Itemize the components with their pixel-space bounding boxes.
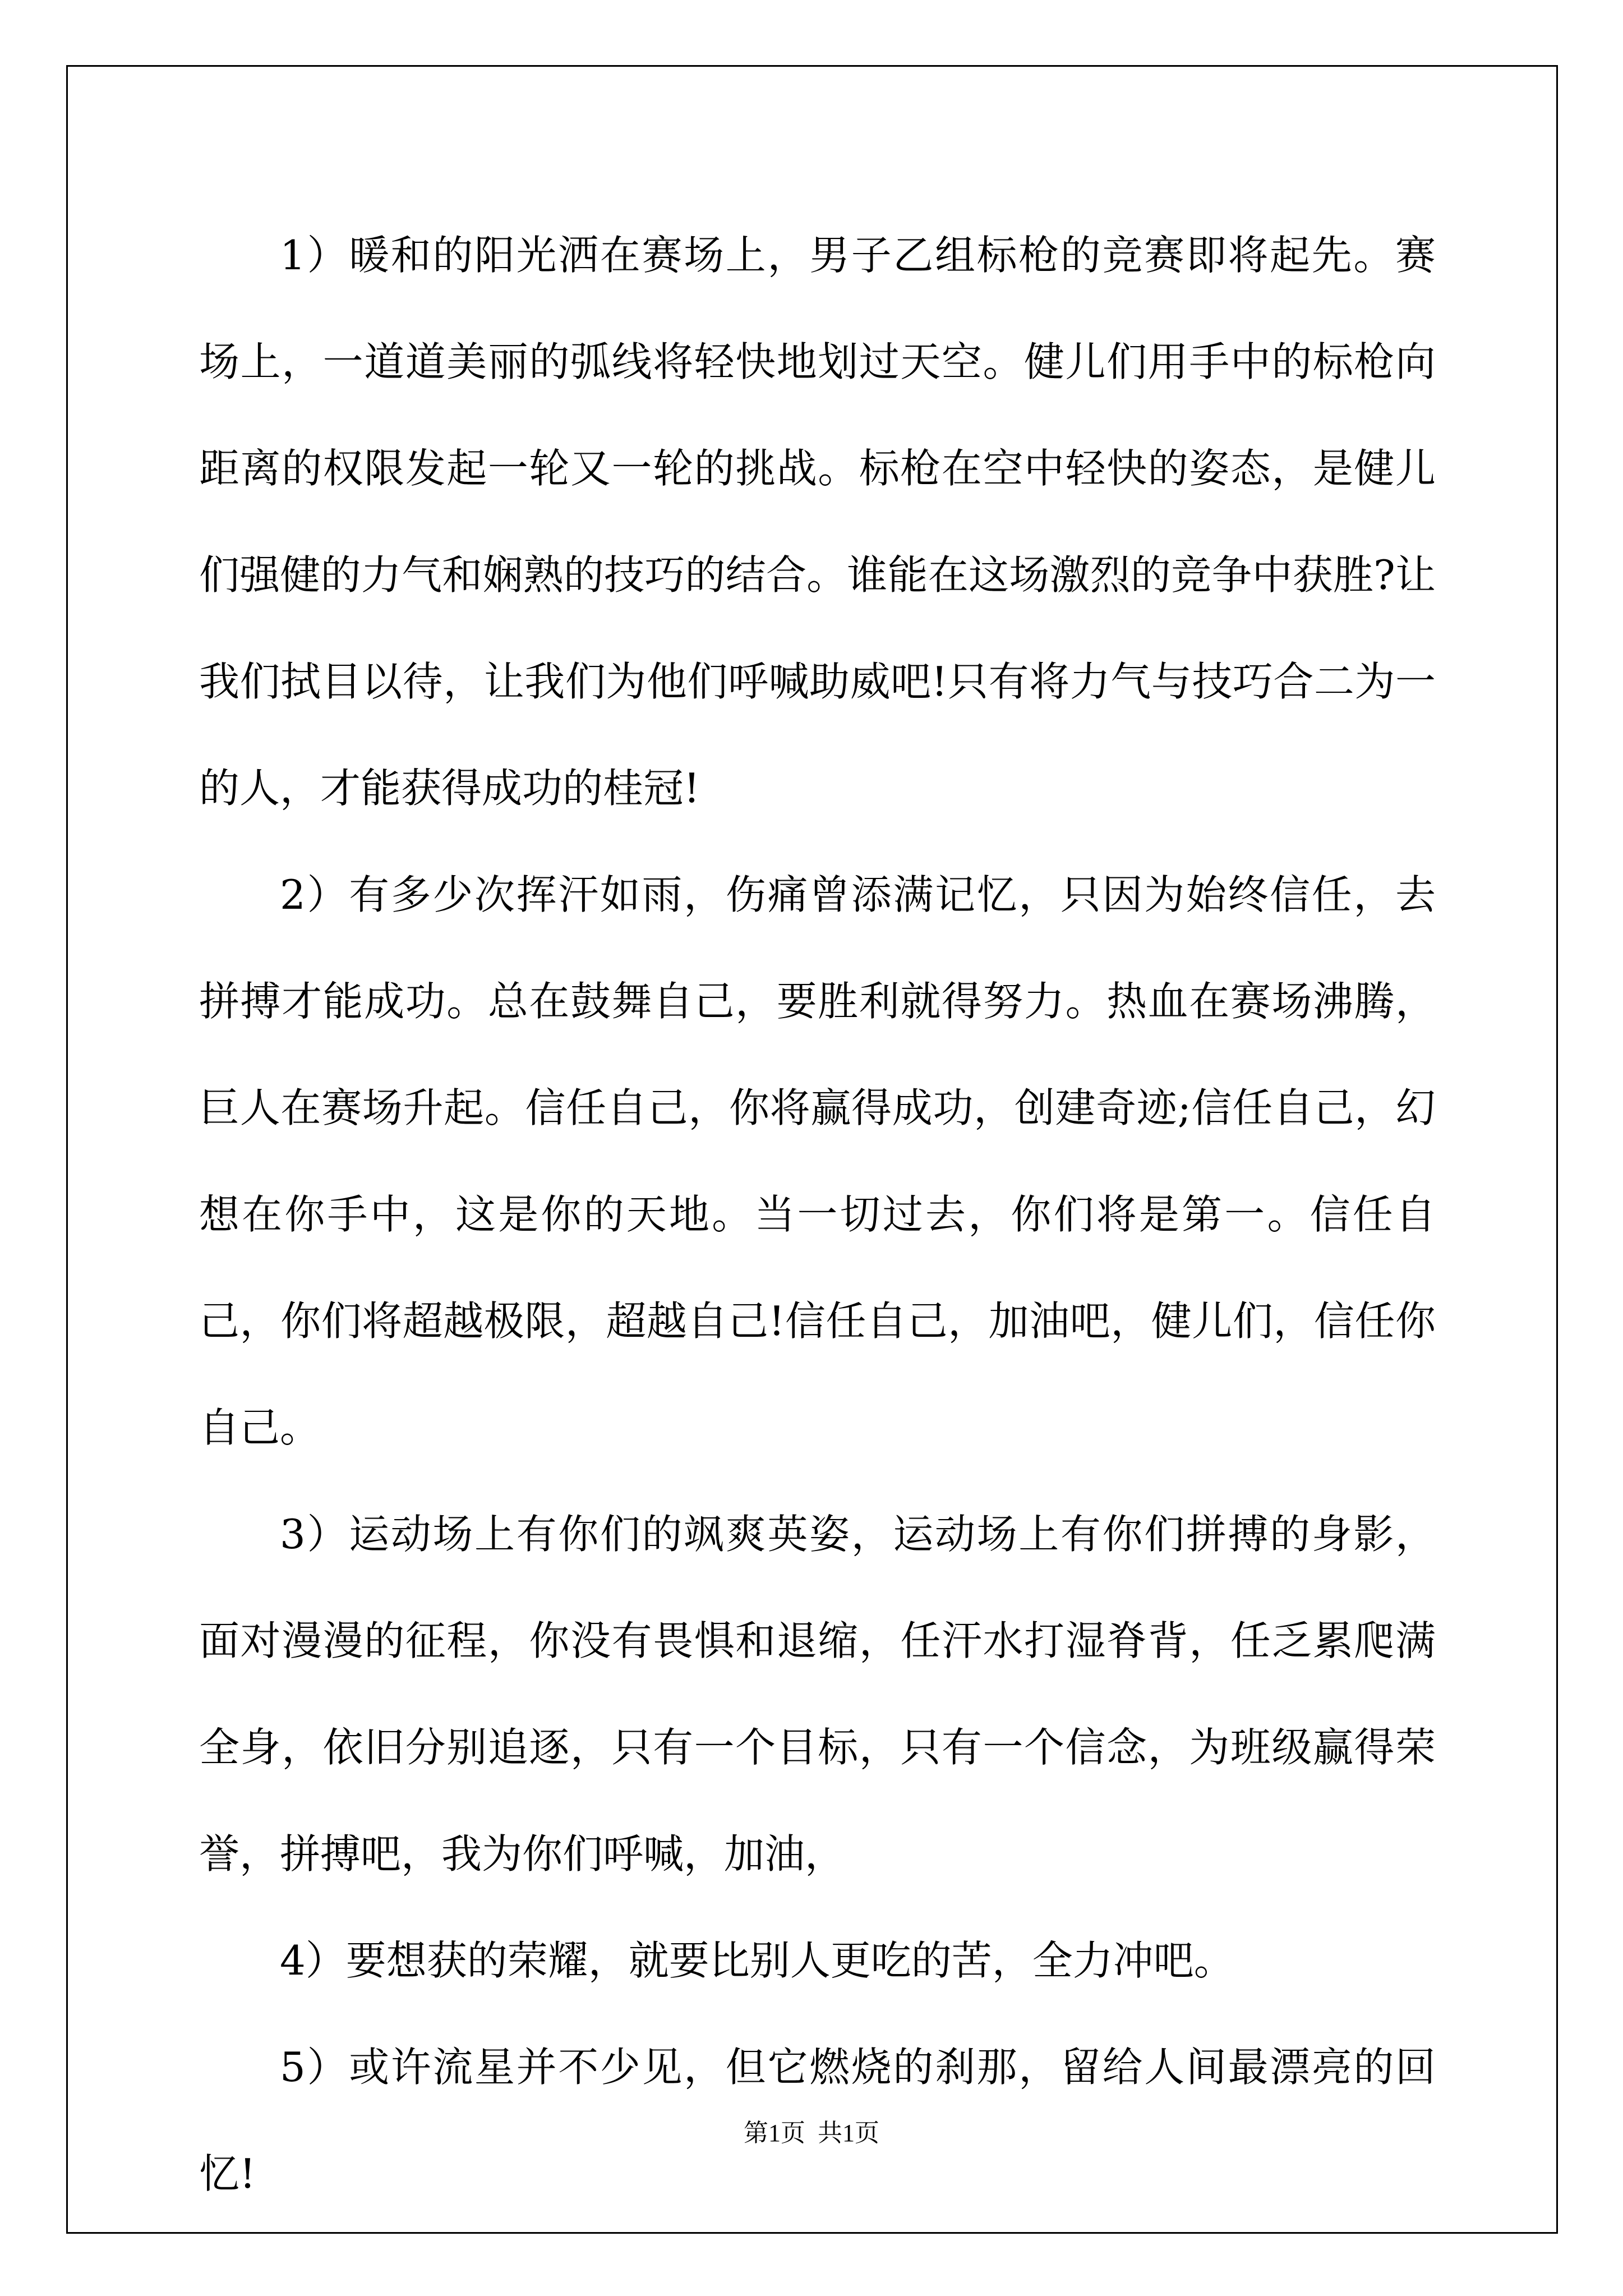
paragraph-3: 3）运动场上有你们的飒爽英姿，运动场上有你们拼搏的身影，面对漫漫的征程，你没有畏惧和退缩，任汗水打湿脊背，任乏累爬满全身，依旧分别追逐，只有一个目标，只有一个信念，为班级赢得荣誉，拼搏吧，我为你们呼喊，加油， bbox=[199, 1511, 1436, 1878]
paragraph-4: 4）要想获的荣耀，就要比别人更吃的苦，全力冲吧。 bbox=[280, 1937, 1234, 1984]
paragraph-1: 1）暖和的阳光洒在赛场上，男子乙组标枪的竞赛即将起先。赛场上，一道道美丽的弧线将轻快地划过天空。健儿们用手中的标枪向距离的权限发起一轮又一轮的挑战。标枪在空中轻快的姿态，是健儿们强健的力气和娴熟的技巧的结合。谁能在这场激烈的竞争中获胜?让我们拭目以待，让我们为他们呼喊助威吧!只有将力气与技巧合二为一的人，才能获得成功的桂冠! bbox=[199, 232, 1436, 812]
paragraph-5: 5）或许流星并不少见，但它燃烧的刹那，留给人间最漂亮的回忆! bbox=[199, 2044, 1436, 2197]
page-footer: 第1页 共1页 bbox=[744, 2119, 879, 2147]
document-body bbox=[199, 202, 1436, 2227]
paragraph-2: 2）有多少次挥汗如雨，伤痛曾添满记忆，只因为始终信任，去拼搏才能成功。总在鼓舞自己，要胜利就得努力。热血在赛场沸腾，巨人在赛场升起。信任自己，你将赢得成功，创建奇迹;信任自己，幻想在你手中，这是你的天地。当一切过去，你们将是第一。信任自己，你们将超越极限，超越自己!信任自己，加油吧，健儿们，信任你自己。 bbox=[199, 871, 1436, 1451]
